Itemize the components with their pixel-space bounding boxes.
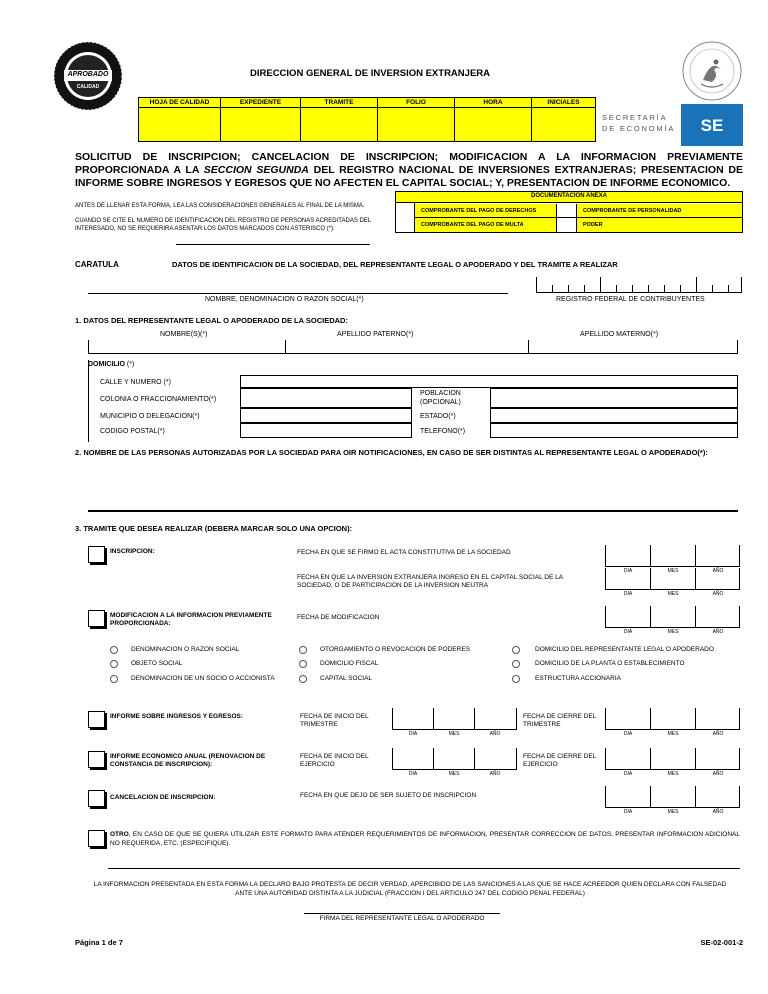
telefono-input[interactable] <box>490 423 738 438</box>
paterno-label: APELLIDO PATERNO(*) <box>337 331 414 338</box>
header-title: DIRECCION GENERAL DE INVERSION EXTRANJERA <box>250 68 490 79</box>
fecha-modificacion-date[interactable] <box>605 606 740 635</box>
fecha-modificacion-label: FECHA DE MODIFICACION <box>297 614 380 621</box>
dia-label: DIA <box>623 591 633 597</box>
anio-label: AÑO <box>712 591 724 597</box>
dia-label: DIA <box>623 629 633 635</box>
form-code: SE-02-001-2 <box>700 938 743 947</box>
modificacion-checkbox[interactable] <box>88 610 105 627</box>
col-tramite: TRAMITE <box>301 98 378 141</box>
coat-of-arms-icon <box>681 40 743 102</box>
instructions-1: ANTES DE LLENAR ESTA FORMA, LEA LAS CONSIDERACIONES GENERALES AL FINAL DE LA MISMA. <box>75 203 365 209</box>
poblacion-label: POBLACION (OPCIONAL) <box>420 390 461 406</box>
estado-label: ESTADO(*) <box>420 413 456 420</box>
signature-field[interactable] <box>304 913 500 914</box>
estado-input[interactable] <box>490 408 738 423</box>
cp-label: CODIGO POSTAL(*) <box>100 428 165 435</box>
mes-label: MES <box>667 731 679 737</box>
cancelacion-label: CANCELACION DE INSCRIPCION: <box>110 794 216 801</box>
company-name-field[interactable] <box>88 293 508 294</box>
radio-domicilio-planta[interactable] <box>512 660 520 668</box>
col-hoja-calidad: HOJA DE CALIDAD <box>139 98 221 141</box>
instructions-2: CUANDO SE CITE EL NUMERO DE IDENTIFICACION DEL REGISTRO DE PERSONAS ACREDITADAS DEL INTERESADO, NO SE REQUERIRA ASENTAR LOS DATOS MARCADOS CON ASTERISCO (*): <box>75 218 371 232</box>
radio-capital[interactable] <box>299 675 307 683</box>
inicio-ejercicio-date[interactable] <box>392 748 517 777</box>
section2-title: 2. NOMBRE DE LAS PERSONAS AUTORIZADAS POR LA SOCIEDAD PARA OIR NOTIFICACIONES, EN CASO DE SER DISTINTAS AL REPRESENTANTE LEGAL O APODERADO(*): <box>75 448 708 457</box>
anexa-pago-derechos: COMPROBANTE DEL PAGO DE DERECHOS <box>421 208 537 214</box>
cp-input[interactable] <box>240 423 412 438</box>
anexa-poder: PODER <box>583 222 603 228</box>
caratula-label: CARATULA <box>75 260 119 269</box>
municipio-input[interactable] <box>240 408 412 423</box>
modificacion-label: MODIFICACION A LA INFORMACION PREVIAMENTE PROPORCIONADA: <box>110 612 272 627</box>
radio-poderes[interactable] <box>299 646 307 654</box>
dia-label: DIA <box>623 731 633 737</box>
ministry-line2: DE ECONOMÍA <box>602 124 676 133</box>
anexa-table <box>395 191 743 233</box>
form-title: SOLICITUD DE INSCRIPCION; CANCELACION DE INSCRIPCION; MODIFICACION A LA INFORMACION PREVIAMENTE PROPORCIONADA A LA SECCION SEGUNDA DEL REGISTRO NACIONAL DE INVERSIONES EXTRANJERAS; PRESENTACION DE INFORME SOBRE INGRESOS Y EGRESOS QUE NO AFECTEN EL CAPITAL SOCIAL; Y, PRESENTACION DE INFORME ECONOMICO. <box>75 151 743 189</box>
materno-label: APELLIDO MATERNO(*) <box>580 331 659 338</box>
col-folio: FOLIO <box>378 98 455 141</box>
option-denominacion: DENOMINACION O RAZON SOCIAL <box>131 646 240 653</box>
col-iniciales: INICIALES <box>547 99 580 106</box>
radio-objeto-social[interactable] <box>110 660 118 668</box>
mes-label: MES <box>667 771 679 777</box>
dia-label: DIA <box>408 771 418 777</box>
cierre-trimestre-date[interactable] <box>605 708 740 737</box>
col-hora: HORA <box>455 98 532 141</box>
radio-socio[interactable] <box>110 675 118 683</box>
inscripcion-label: INSCRIPCION: <box>110 548 155 555</box>
signature-label: FIRMA DEL REPRESENTANTE LEGAL O APODERADO <box>319 915 485 922</box>
option-socio: DENOMINACION DE UN SOCIO O ACCIONISTA <box>131 675 275 682</box>
fecha-acta-label: FECHA EN QUE SE FIRMO EL ACTA CONSTITUTIVA DE LA SOCIEDAD <box>297 549 511 556</box>
inicio-trimestre-label: FECHA DE INICIO DEL TRIMESTRE <box>300 713 369 728</box>
fecha-inversion-label: FECHA EN QUE LA INVERSION EXTRANJERA INGRESO EN EL CAPITAL SOCIAL DE LA SOCIEDAD, O DE PARTICIPACION DE LA INVERSION NEUTRA <box>297 574 563 589</box>
seal-text: APROBADO <box>67 71 109 78</box>
fecha-cancelacion-label: FECHA EN QUE DEJO DE SER SUJETO DE INSCRIPCION <box>300 792 477 799</box>
option-domicilio-planta: DOMICILIO DE LA PLANTA O ESTABLECIMIENTO <box>535 660 685 667</box>
inicio-trimestre-date[interactable] <box>392 708 517 737</box>
quality-seal <box>52 40 124 112</box>
caratula-title: DATOS DE IDENTIFICACION DE LA SOCIEDAD, DEL REPRESENTANTE LEGAL O APODERADO Y DEL TRAMITE A REALIZAR <box>172 260 618 269</box>
anio-label: AÑO <box>712 731 724 737</box>
colonia-input[interactable] <box>240 388 412 408</box>
mes-label: MES <box>667 629 679 635</box>
anio-label: AÑO <box>489 771 501 777</box>
dia-label: DIA <box>623 568 633 574</box>
municipio-label: MUNICIPIO O DELEGACION(*) <box>100 413 200 420</box>
colonia-label: COLONIA O FRACCIONAMIENTO(*) <box>100 396 217 403</box>
dia-label: DIA <box>623 809 633 815</box>
mes-label: MES <box>667 591 679 597</box>
nombres-label: NOMBRE(S)(*) <box>160 331 208 338</box>
anio-label: AÑO <box>712 568 724 574</box>
se-badge <box>681 104 743 146</box>
otro-checkbox[interactable] <box>88 830 105 847</box>
radio-estructura[interactable] <box>512 675 520 683</box>
page-number: Página 1 de 7 <box>75 938 123 947</box>
option-domicilio-fiscal: DOMICILIO FISCAL <box>320 660 379 667</box>
otro-field[interactable] <box>108 868 740 869</box>
anio-label: AÑO <box>712 629 724 635</box>
notificaciones-field[interactable] <box>88 510 738 512</box>
radio-domicilio-representante[interactable] <box>512 646 520 654</box>
mes-label: MES <box>667 809 679 815</box>
inscripcion-checkbox[interactable] <box>88 546 105 563</box>
radio-denominacion[interactable] <box>110 646 118 654</box>
se-badge-text: SE <box>700 116 724 135</box>
col-expediente: EXPEDIENTE <box>221 98 301 141</box>
calle-input[interactable] <box>240 375 738 388</box>
fecha-cancelacion-date[interactable] <box>605 786 740 815</box>
dia-label: DIA <box>623 771 633 777</box>
option-domicilio-representante: DOMICILIO DEL REPRESENTANTE LEGAL O APODERADO <box>535 646 714 653</box>
fecha-acta-date[interactable] <box>605 545 740 574</box>
cierre-ejercicio-label: FECHA DE CIERRE DEL EJERCICIO <box>523 753 597 768</box>
cierre-trimestre-label: FECHA DE CIERRE DEL TRIMESTRE <box>523 713 597 728</box>
cierre-ejercicio-date[interactable] <box>605 748 740 777</box>
fecha-inversion-date[interactable] <box>605 568 740 597</box>
domicilio-label: DOMICILIO (*) <box>88 361 135 368</box>
informe-economico-label: INFORME ECONOMICO ANUAL (RENOVACION DE CONSTANCIA DE INSCRIPCION): <box>110 753 266 768</box>
option-poderes: OTORGAMIENTO O REVOCACION DE PODERES <box>320 646 471 653</box>
anexa-pago-multa: COMPROBANTE DEL PAGO DE MULTA <box>421 222 524 228</box>
rfc-label: REGISTRO FEDERAL DE CONTRIBUYENTES <box>556 296 705 303</box>
mes-label: MES <box>448 771 460 777</box>
informe-economico-checkbox[interactable] <box>88 751 105 768</box>
option-estructura: ESTRUCTURA ACCIONARIA <box>535 675 621 682</box>
section1-title: 1. DATOS DEL REPRESENTANTE LEGAL O APODERADO DE LA SOCIEDAD: <box>75 316 348 325</box>
option-capital: CAPITAL SOCIAL <box>320 675 373 682</box>
otro-text: OTRO, EN CASO DE QUE SE QUIERA UTILIZAR ESTE FORMATO PARA ATENDER REQUERIMIENTOS DE INFORMACION, PRESENTAR CORRECCION DE DATOS, PRESENTAR INFORMACION ADICIONAL NO REQUERIDA, ETC. (ESPECIFIQUE). <box>110 831 740 847</box>
id-registro-line[interactable] <box>176 244 370 245</box>
dia-label: DIA <box>408 731 418 737</box>
inicio-ejercicio-label: FECHA DE INICIO DEL EJERCICIO <box>300 753 369 768</box>
ministry-line1: SECRETARÍA <box>602 113 668 122</box>
mes-label: MES <box>667 568 679 574</box>
se-logo <box>597 40 747 144</box>
radio-domicilio-fiscal[interactable] <box>299 660 307 668</box>
anio-label: AÑO <box>712 809 724 815</box>
seal-band: CALIDAD <box>76 84 100 90</box>
informe-ie-label: INFORME SOBRE INGRESOS Y EGRESOS: <box>110 713 244 720</box>
declaration-text: LA INFORMACION PRESENTADA EN ESTA FORMA LA DECLARO BAJO PROTESTA DE DECIR VERDAD, APERCIBIDO DE LAS SANCIONES A LAS QUE SE HACE ACREEDOR QUIEN DECLARA CON FALSEDAD ANTE UNA AUTORIDAD DISTINTA A LA JUDICIAL (FRACCION I DEL ARTICULO 247 DEL CODIGO PENAL FEDERAL) <box>93 881 727 897</box>
representative-name-field[interactable] <box>88 340 738 354</box>
header-table <box>138 97 596 142</box>
company-name-label: NOMBRE, DENOMINACION O RAZON SOCIAL(*) <box>205 296 364 303</box>
anio-label: AÑO <box>489 731 501 737</box>
anio-label: AÑO <box>712 771 724 777</box>
poblacion-input[interactable] <box>490 388 738 408</box>
section3-title: 3. TRAMITE QUE DESEA REALIZAR (DEBERA MARCAR SOLO UNA OPCION): <box>75 524 353 533</box>
mes-label: MES <box>448 731 460 737</box>
rfc-field[interactable] <box>536 277 742 293</box>
calle-label: CALLE Y NUMERO (*) <box>100 379 171 386</box>
cancelacion-checkbox[interactable] <box>88 790 105 807</box>
informe-ie-checkbox[interactable] <box>88 711 105 728</box>
anexa-title: DOCUMENTACION ANEXA <box>531 193 607 199</box>
option-objeto-social: OBJETO SOCIAL <box>131 660 183 667</box>
anexa-personalidad: COMPROBANTE DE PERSONALIDAD <box>583 208 682 214</box>
telefono-label: TELEFONO(*) <box>420 428 466 435</box>
